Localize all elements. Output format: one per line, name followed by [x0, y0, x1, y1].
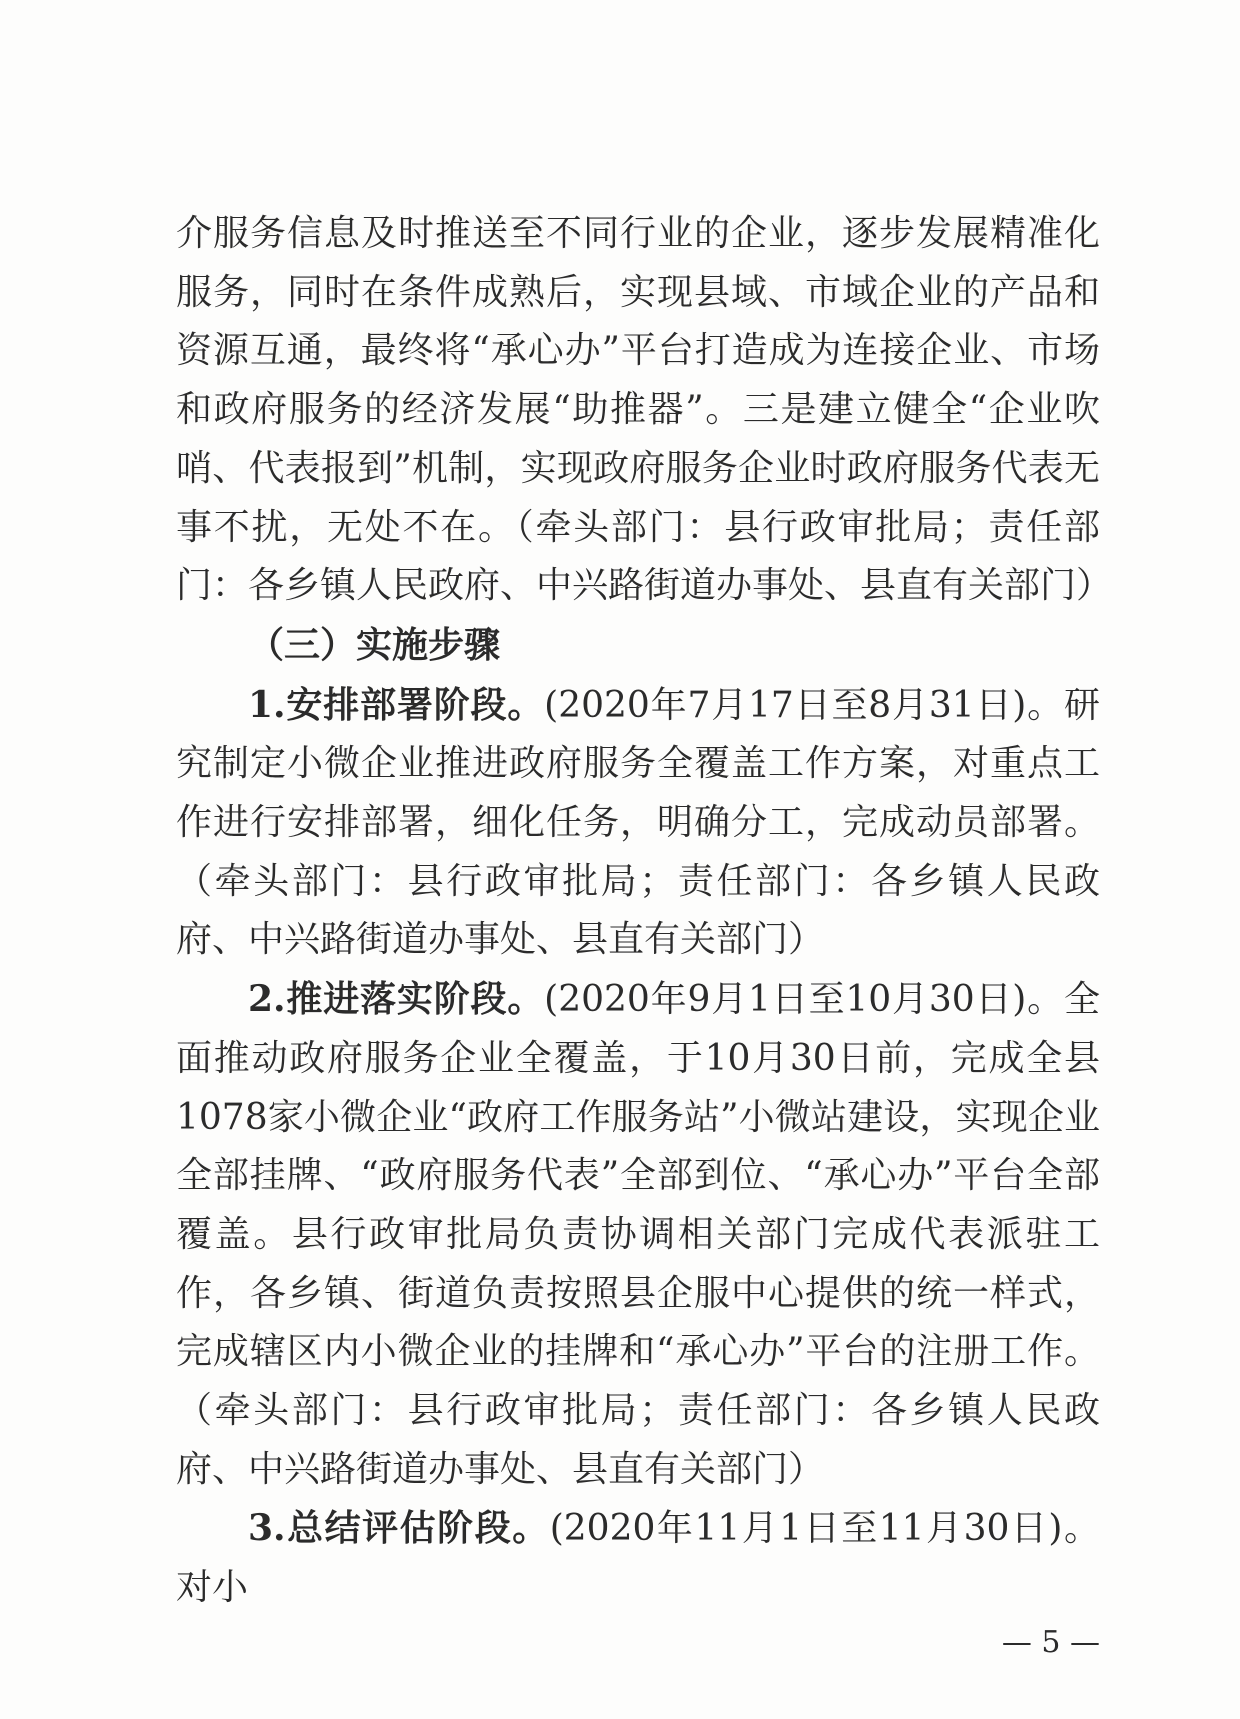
step-2-body: (2020年9月1日至10月30日)。全面推动政府服务企业全覆盖，于10月30日前，完成全县1078家小微企业“政府工作服务站”小微站建设，实现企业全部挂牌、“政府服务代表”全部到位、“承心办”平台全部覆盖。县行政审批局负责协调相关部门完成代表派驻工作，各乡镇、街道负责按照县企服中心提供的统一样式，完成辖区内小微企业的挂牌和“承心办”平台的注册工作。（牵头部门：县行政审批局；责任部门：各乡镇人民政府、中兴路街道办事处、县直有关部门） [176, 979, 1100, 1490]
step-2-title: 2.推进落实阶段。 [248, 978, 545, 1021]
paragraph-continued: 介服务信息及时推送至不同行业的企业，逐步发展精准化服务，同时在条件成熟后，实现县域、市域企业的产品和资源互通，最终将“承心办”平台打造成为连接企业、市场和政府服务的经济发展“助推器”。三是建立健全“企业吹哨、代表报到”机制，实现政府服务企业时政府服务代表无事不扰，无处不在。（牵头部门：县行政审批局；责任部门：各乡镇人民政府、中兴路街道办事处、县直有关部门） [176, 213, 1113, 607]
section-heading [176, 616, 1100, 676]
step-3-title: 3.总结评估阶段。 [248, 1507, 550, 1550]
section-heading-text: （三）实施步骤 [248, 623, 501, 666]
page-number: — 5 — [1001, 1625, 1100, 1660]
step-2-paragraph [176, 970, 1100, 1499]
step-1-body: (2020年7月17日至8月31日)。研究制定小微企业推进政府服务全覆盖工作方案，对重点工作进行安排部署，细化任务，明确分工，完成动员部署。（牵头部门：县行政审批局；责任部门：各乡镇人民政府、中兴路街道办事处、县直有关部门） [176, 684, 1100, 961]
step-1-title: 1.安排部署阶段。 [248, 683, 545, 726]
step-3-paragraph [176, 1499, 1100, 1617]
step-3-body: (2020年11月1日至11月30日)。对小 [176, 1508, 1100, 1609]
document-body [176, 205, 1113, 1618]
step-1-paragraph [176, 676, 1100, 971]
